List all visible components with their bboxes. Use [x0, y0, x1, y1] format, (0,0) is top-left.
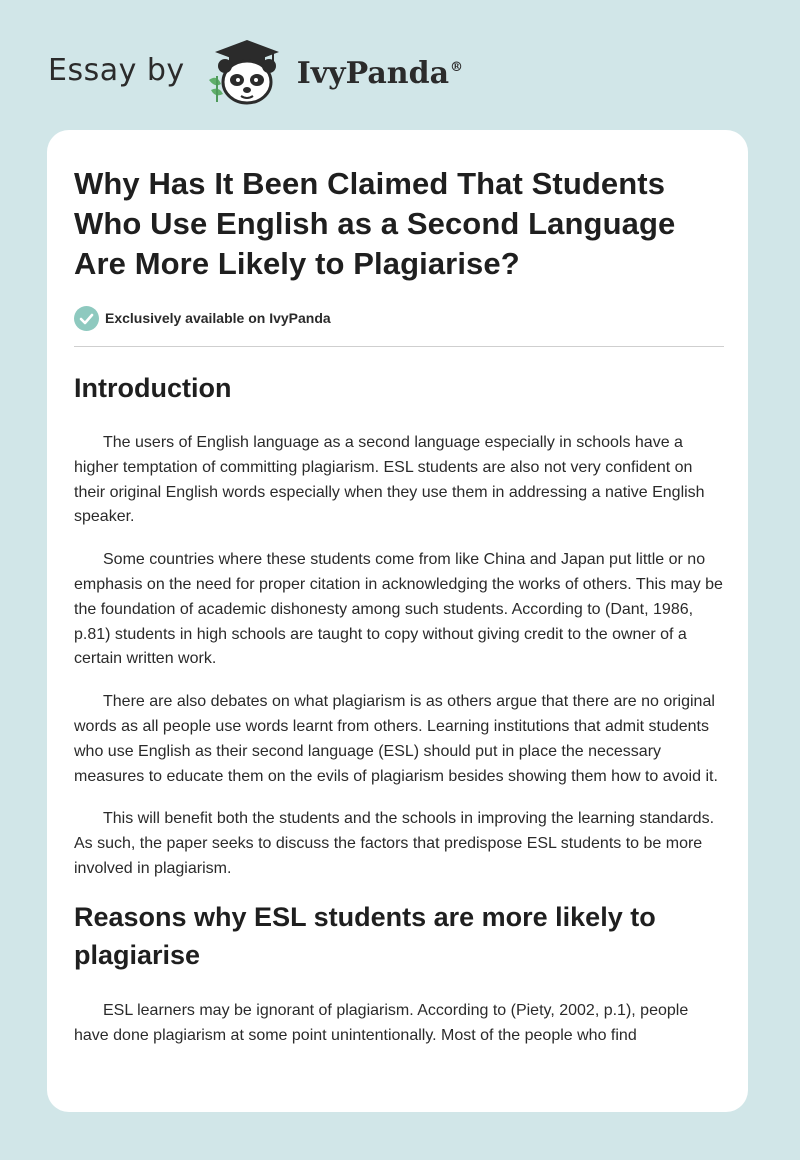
- paragraph: There are also debates on what plagiarism is as others argue that there are no original words as all people use words learnt from others. Learning institutions that admit students who use English as their second language (ESL) should put in place the necessary measures to educate them on the evils of plagiarism besides showing them how to avoid it.: [74, 693, 718, 785]
- paragraph: The users of English language as a second language especially in schools have a higher temptation of committing plagiarism. ESL students are also not very confident on their original English words especially when they use them in addressing a native English speaker.: [74, 434, 705, 526]
- registered-mark: ®: [450, 59, 464, 75]
- check-circle-icon: [74, 306, 99, 331]
- site-header: [48, 36, 463, 108]
- paragraph: Some countries where these students come from like China and Japan put little or no emphasis on the need for proper citation in acknowledging the works of others. This may be the foundation of academic dishonesty among such students. According to (Dant, 1986, p.81) students in high schools are taught to copy without giving credit to the owner of a certain written work.: [74, 551, 723, 668]
- essay-by-label: Essay by: [48, 52, 185, 88]
- panda-graduate-logo-icon[interactable]: [203, 36, 291, 108]
- section-heading-reasons: Reasons why ESL students are more likely to plagiarise: [74, 901, 656, 970]
- section-heading-introduction: Introduction: [74, 373, 232, 403]
- exclusive-badge: [74, 305, 724, 331]
- paragraph: ESL learners may be ignorant of plagiarism. According to (Piety, 2002, p.1), people have done plagiarism at some point unintentionally. Most of the people who find: [74, 1001, 689, 1044]
- brand-name[interactable]: IvyPanda®: [296, 55, 464, 91]
- article-content: [74, 164, 724, 1048]
- article-title: Why Has It Been Claimed That Students Who Use English as a Second Language Are More Likely to Plagiarise?: [74, 166, 676, 281]
- title-divider: [74, 346, 724, 347]
- article-card: [47, 130, 748, 1112]
- paragraph: This will benefit both the students and the schools in improving the learning standards. As such, the paper seeks to discuss the factors that predispose ESL students to be more involved in plagiarism.: [74, 810, 715, 877]
- badge-text: Exclusively available on IvyPanda: [105, 310, 331, 326]
